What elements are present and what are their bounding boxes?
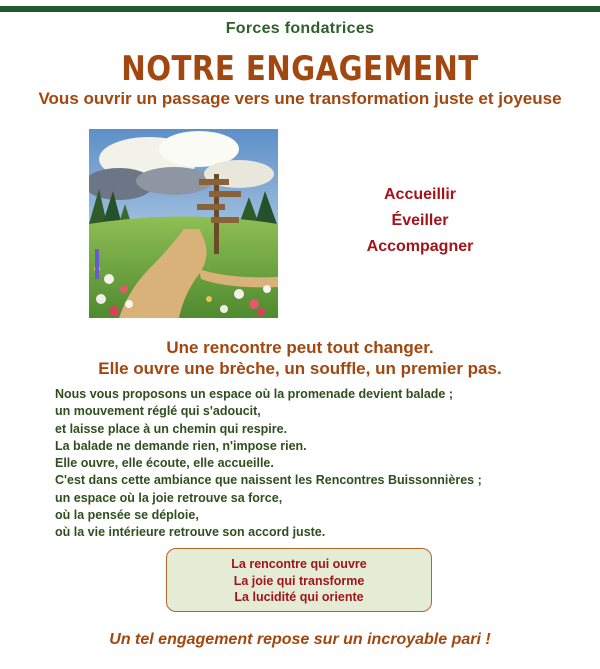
- verb-accueillir: Accueillir: [383, 186, 457, 203]
- callout-line: La rencontre qui ouvre: [231, 557, 367, 571]
- headline: [0, 337, 600, 379]
- body-line: La balade ne demande rien, n'impose rien.: [55, 438, 307, 453]
- values-verbs: [345, 182, 495, 260]
- headline-line-1: Une rencontre peut tout changer.: [166, 338, 434, 357]
- body-line: un espace où la joie retrouve sa force,: [55, 490, 283, 505]
- body-line: C'est dans cette ambiance que naissent les Rencontres Buissonnières ;: [55, 473, 482, 488]
- verb-accompagner: Accompagner: [366, 238, 474, 255]
- crossroads-signpost-illustration: [89, 129, 278, 318]
- principles-callout-box: [166, 548, 432, 612]
- body-line: et laisse place à un chemin qui respire.: [55, 421, 288, 436]
- body-line: Elle ouvre, elle écoute, elle accueille.: [55, 456, 274, 471]
- page-subtitle: Vous ouvrir un passage vers une transformation juste et joyeuse: [38, 89, 562, 108]
- body-line: où la pensée se déploie,: [55, 508, 199, 523]
- headline-line-2: Elle ouvre une brèche, un souffle, un premier pas.: [98, 359, 502, 378]
- body-paragraph: [55, 386, 525, 542]
- body-line: où la vie intérieure retrouve son accord juste.: [55, 525, 326, 540]
- callout-line: La joie qui transforme: [233, 573, 365, 588]
- callout-line: La lucidité qui oriente: [234, 590, 364, 604]
- verb-eveiller: Éveiller: [391, 212, 449, 229]
- body-line: Nous vous proposons un espace où la promenade devient balade ;: [55, 387, 453, 401]
- supertitle: Forces fondatrices: [225, 20, 375, 37]
- body-line: un mouvement réglé qui s'adoucit,: [55, 404, 261, 419]
- closing-statement: Un tel engagement repose sur un incroyable pari !: [109, 631, 491, 648]
- page-title: NOTRE ENGAGEMENT: [121, 49, 479, 89]
- top-green-bar: [0, 6, 600, 12]
